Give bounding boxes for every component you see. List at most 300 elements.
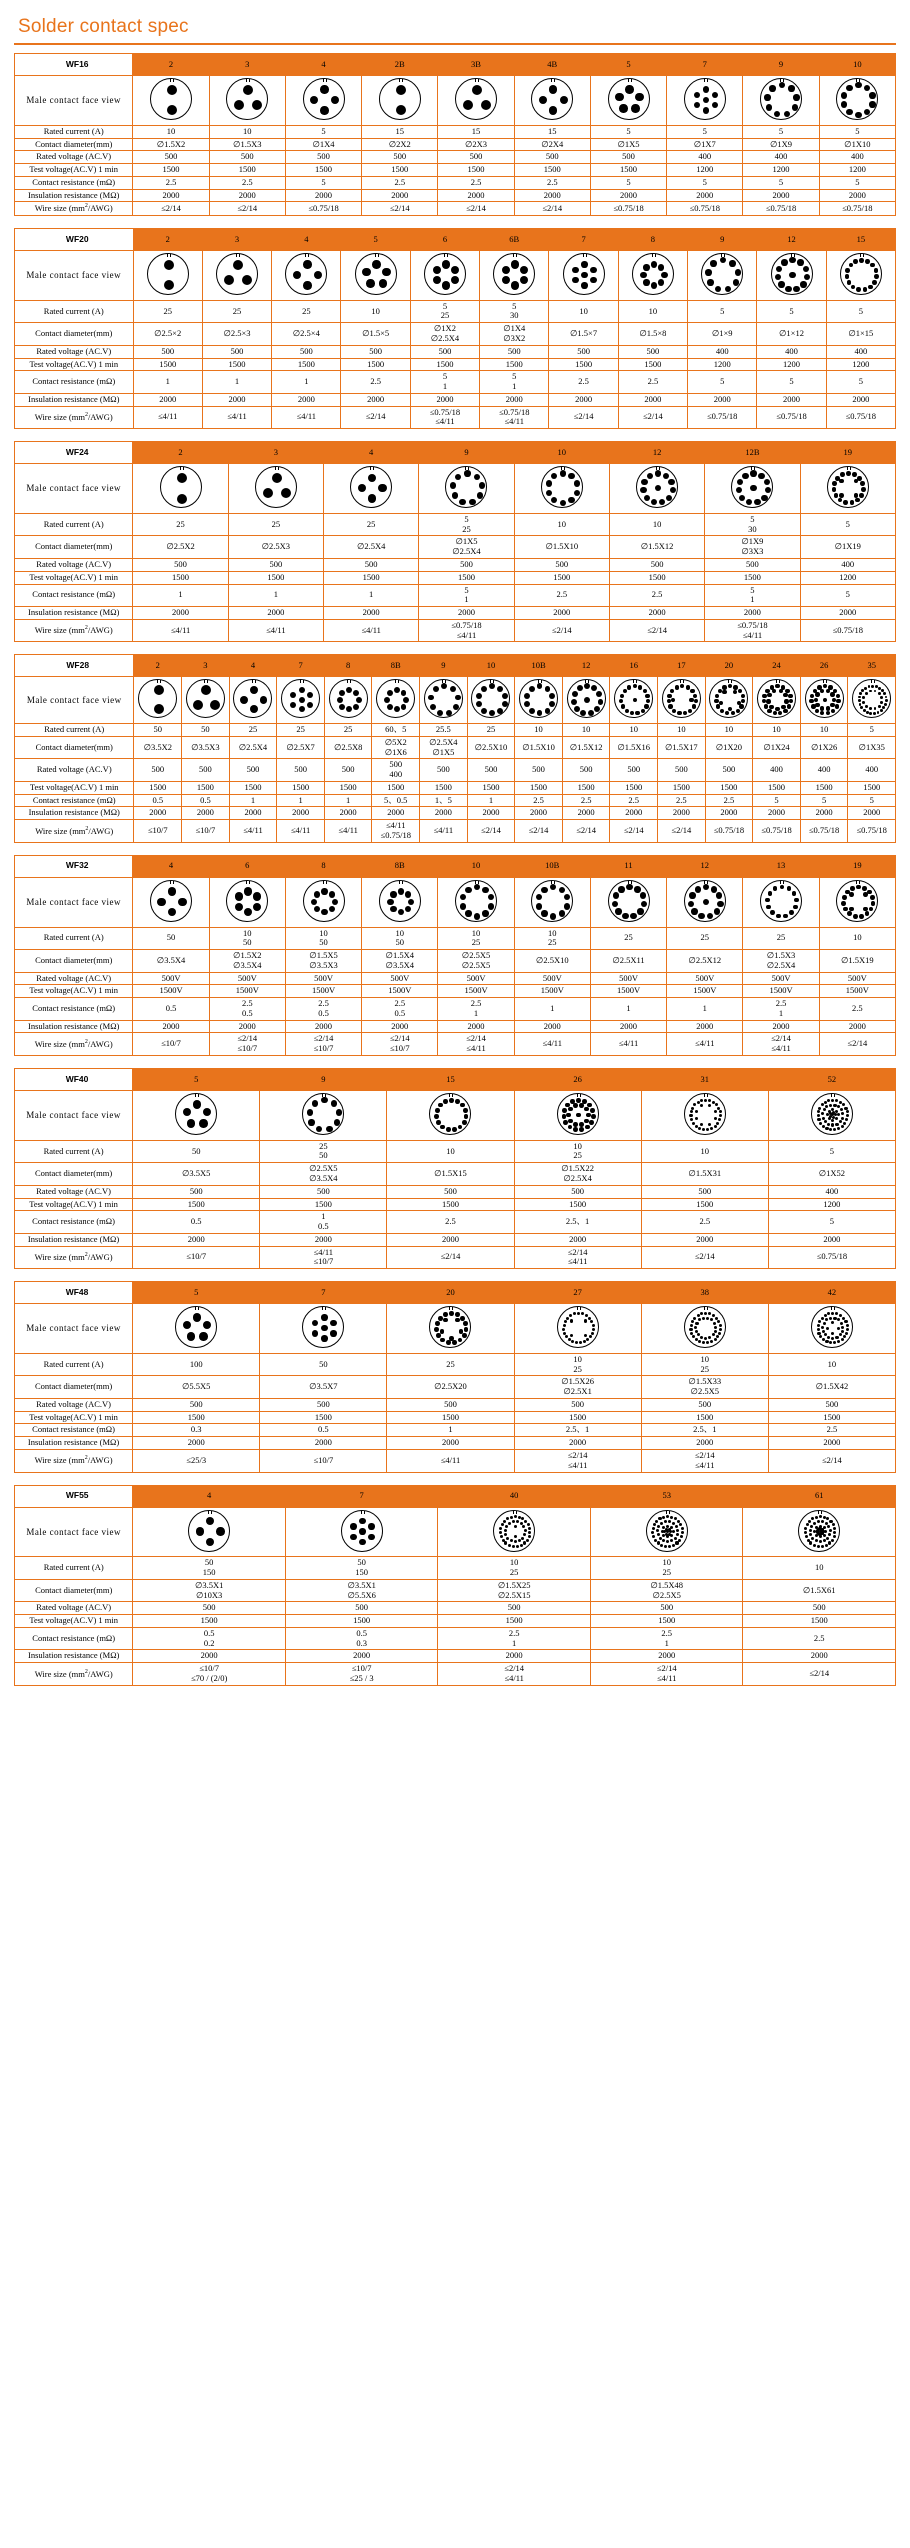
- keyway-notch: [246, 881, 250, 884]
- cell-rated-voltage: 500: [610, 759, 658, 782]
- contact-face-cell: [480, 250, 549, 300]
- cell-rated-voltage: 500: [209, 151, 285, 164]
- cell-contact-resistance: 0.5: [260, 1424, 387, 1437]
- contact-pin: [668, 479, 674, 485]
- cell-contact-resistance: 1: [202, 371, 271, 394]
- contact-pin: [527, 1523, 530, 1526]
- row-label-contact-diameter: Contact diameter(mm): [15, 536, 133, 559]
- contact-pin: [640, 892, 646, 898]
- contact-pin: [869, 101, 875, 107]
- cell-rated-current: 10 25: [514, 927, 590, 950]
- cell-test-voltage: 1200: [743, 164, 819, 177]
- cell-rated-current: 5: [819, 125, 895, 138]
- contact-pin: [433, 686, 439, 692]
- cell-rated-voltage: 500V: [285, 972, 361, 985]
- contact-pin: [870, 263, 875, 268]
- contact-pin: [851, 285, 856, 290]
- contact-pin: [880, 701, 883, 704]
- cell-rated-current: 10: [618, 300, 687, 323]
- contact-pin: [672, 709, 676, 713]
- cell-contact-resistance: 5: [667, 176, 743, 189]
- contact-pin: [702, 1128, 705, 1131]
- contact-pin: [434, 1327, 439, 1332]
- contact-pin: [464, 1327, 469, 1332]
- row-label-insulation-resistance: Insulation resistance (MΩ): [15, 807, 134, 820]
- cell-contact-resistance: 2.5 1: [743, 998, 819, 1021]
- contact-pin: [855, 112, 861, 118]
- contact-pin: [738, 689, 742, 693]
- variant-header: 15: [826, 228, 895, 250]
- cell-rated-current: 10: [743, 1557, 896, 1580]
- contact-pin: [829, 1128, 832, 1131]
- contact-pin: [242, 275, 252, 285]
- cell-rated-current: 10: [819, 927, 895, 950]
- row-label-contact-diameter: Contact diameter(mm): [15, 323, 134, 346]
- contact-pin: [630, 913, 636, 919]
- contact-pin: [859, 914, 864, 919]
- contact-pin: [864, 687, 867, 690]
- contact-pin: [336, 1109, 342, 1115]
- variant-header: 4: [133, 1485, 286, 1507]
- contact-pin: [849, 892, 854, 897]
- cell-wire-size: ≤0.75/18: [688, 406, 757, 429]
- contact-face-cell: [768, 1304, 895, 1354]
- contact-pin: [307, 702, 313, 708]
- contact-pin: [707, 279, 713, 285]
- table-row: [15, 877, 896, 927]
- cell-rated-current: 25: [202, 300, 271, 323]
- contact-pin: [657, 1541, 660, 1544]
- contact-pin: [564, 903, 570, 909]
- contact-pin: [710, 1318, 713, 1321]
- contact-pin: [793, 286, 799, 292]
- contact-pin: [396, 85, 406, 95]
- cell-insulation-resistance: 2000: [133, 1437, 260, 1450]
- contact-pin: [615, 908, 621, 914]
- contact-face-diagram: [493, 253, 535, 295]
- variant-header: 5: [590, 54, 666, 76]
- contact-pin: [488, 894, 494, 900]
- table-row: [15, 1353, 896, 1376]
- contact-pin: [320, 106, 328, 114]
- contact-pin: [850, 886, 855, 891]
- cell-rated-current: 5: [800, 513, 895, 536]
- cell-test-voltage: 1500: [438, 164, 514, 177]
- contact-pin: [708, 1312, 711, 1315]
- contact-pin: [528, 1535, 531, 1538]
- cell-insulation-resistance: 2000: [260, 1437, 387, 1450]
- contact-pin: [718, 1332, 721, 1335]
- variant-header: 11: [590, 855, 666, 877]
- cell-wire-size: ≤0.75/18 ≤4/11: [480, 406, 549, 429]
- contact-pin: [869, 907, 874, 912]
- cell-wire-size: ≤2/14: [610, 820, 658, 843]
- table-row: [15, 1233, 896, 1246]
- cell-contact-resistance: 5: [819, 176, 895, 189]
- contact-pin: [465, 887, 471, 893]
- cell-rated-voltage: 500: [228, 558, 323, 571]
- contact-pin: [813, 1522, 816, 1525]
- row-label-insulation-resistance: Insulation resistance (MΩ): [15, 1650, 133, 1663]
- keyway-notch: [780, 881, 784, 884]
- contact-pin: [769, 705, 773, 709]
- contact-face-cell: [618, 250, 687, 300]
- contact-pin: [844, 1320, 847, 1323]
- contact-pin: [827, 1312, 830, 1315]
- contact-face-diagram: [303, 880, 345, 922]
- cell-wire-size: ≤2/14 ≤4/11: [743, 1033, 819, 1056]
- cell-contact-resistance: 2.5 1: [438, 1627, 591, 1650]
- table-row: [15, 1437, 896, 1450]
- keyway-notch: [704, 881, 708, 884]
- contact-pin: [849, 907, 854, 912]
- contact-pin: [843, 500, 848, 505]
- cell-rated-voltage: 500: [641, 1185, 768, 1198]
- contact-face-diagram: [226, 880, 268, 922]
- contact-face-cell: [202, 250, 271, 300]
- cell-rated-current: 10 25: [438, 927, 514, 950]
- contact-pin: [574, 706, 580, 712]
- table-header-row: [15, 228, 896, 250]
- contact-pin: [705, 269, 711, 275]
- cell-rated-voltage: 500: [514, 151, 590, 164]
- contact-face-diagram: [150, 880, 192, 922]
- cell-wire-size: ≤4/11 ≤0.75/18: [372, 820, 420, 843]
- series-name: WF24: [15, 442, 133, 464]
- keyway-notch: [628, 79, 632, 82]
- keyway-notch: [751, 467, 755, 470]
- cell-contact-diameter: ∅2.5X11: [590, 950, 666, 973]
- keyway-notch: [652, 254, 656, 257]
- contact-pin: [321, 1325, 327, 1331]
- contact-pin: [846, 85, 852, 91]
- row-label-contact-resistance: Contact resistance (mΩ): [15, 176, 133, 189]
- cell-contact-diameter: ∅1.5X31: [641, 1163, 768, 1186]
- contact-pin: [331, 96, 339, 104]
- contact-pin: [869, 92, 875, 98]
- contact-pin: [825, 1340, 828, 1343]
- contact-pin: [875, 685, 878, 688]
- contact-pin: [694, 1326, 697, 1329]
- cell-test-voltage: 1500V: [514, 985, 590, 998]
- contact-pin: [817, 1114, 820, 1117]
- contact-pin: [739, 704, 743, 708]
- contact-pin: [827, 1099, 830, 1102]
- contact-face-diagram: [646, 1510, 688, 1552]
- contact-face-diagram: [541, 466, 583, 508]
- cell-contact-diameter: ∅1×12: [757, 323, 826, 346]
- contact-pin: [183, 1321, 191, 1329]
- contact-pin: [703, 107, 709, 113]
- cell-insulation-resistance: 2000: [768, 1233, 895, 1246]
- contact-pin: [874, 268, 879, 273]
- contact-pin: [523, 1533, 526, 1536]
- cell-contact-diameter: ∅5.5X5: [133, 1376, 260, 1399]
- cell-contact-resistance: 2.5 0.5: [285, 998, 361, 1021]
- table-row: [15, 464, 896, 514]
- table-row: [15, 794, 896, 807]
- contact-pin: [550, 913, 556, 919]
- keyway-notch: [823, 680, 827, 683]
- table-row: [15, 584, 896, 607]
- contact-pin: [676, 1533, 679, 1536]
- keyway-notch: [475, 881, 479, 884]
- table-row: [15, 927, 896, 950]
- contact-pin: [787, 704, 791, 708]
- contact-pin: [551, 497, 557, 503]
- contact-face-diagram: [455, 78, 497, 120]
- contact-pin: [817, 1545, 820, 1548]
- table-row: [15, 1507, 896, 1557]
- cell-test-voltage: 1500: [590, 164, 666, 177]
- cell-rated-current: 10: [209, 125, 285, 138]
- keyway-notch: [361, 1511, 365, 1514]
- cell-wire-size: ≤2/14: [658, 820, 706, 843]
- keyway-notch: [275, 467, 279, 470]
- contact-pin: [641, 901, 647, 907]
- contact-pin: [203, 1321, 211, 1329]
- contact-pin: [436, 1120, 441, 1125]
- cell-insulation-resistance: 2000: [609, 607, 704, 620]
- spec-tables-container: [14, 53, 896, 1686]
- cell-contact-resistance: 2.5 1: [438, 998, 514, 1021]
- contact-pin: [653, 1523, 656, 1526]
- cell-rated-voltage: 500: [658, 759, 706, 782]
- variant-header: 15: [387, 1068, 514, 1090]
- cell-wire-size: ≤10/7: [133, 1033, 209, 1056]
- cell-rated-current: 10 50: [362, 927, 438, 950]
- cell-contact-diameter: ∅1.5X12: [609, 536, 704, 559]
- keyway-notch: [791, 254, 795, 257]
- row-label-face-view: Male contact face view: [15, 877, 133, 927]
- contact-pin: [253, 892, 261, 900]
- contact-pin: [834, 493, 839, 498]
- cell-contact-resistance: 1: [133, 584, 228, 607]
- contact-face-diagram: [531, 78, 573, 120]
- contact-pin: [823, 684, 827, 688]
- cell-wire-size: ≤0.75/18 ≤4/11: [705, 619, 800, 642]
- contact-pin: [857, 476, 862, 481]
- contact-pin: [861, 487, 866, 492]
- contact-pin: [157, 898, 165, 906]
- contact-pin: [560, 500, 566, 506]
- contact-pin: [330, 1320, 336, 1326]
- contact-face-cell: [743, 76, 819, 126]
- contact-pin: [668, 1545, 671, 1548]
- cell-rated-voltage: 500V: [133, 972, 209, 985]
- contact-pin: [652, 1527, 655, 1530]
- row-label-wire-size: Wire size $(mm^2/AWG)$: [15, 1246, 133, 1269]
- cell-insulation-resistance: 2000: [372, 807, 420, 820]
- contact-pin: [831, 1099, 834, 1102]
- cell-wire-size: ≤0.75/18: [848, 820, 896, 843]
- cell-contact-diameter: ∅2.5×3: [202, 323, 271, 346]
- contact-pin: [765, 898, 770, 903]
- contact-face-diagram: [632, 253, 674, 295]
- contact-pin: [199, 1332, 207, 1340]
- contact-face-diagram: [233, 679, 272, 718]
- cell-contact-resistance: 2.5 1: [590, 1627, 743, 1650]
- cell-contact-resistance: 5: [800, 794, 848, 807]
- keyway-notch: [583, 254, 587, 257]
- cell-test-voltage: 1500: [641, 1198, 768, 1211]
- contact-pin: [828, 1533, 831, 1536]
- cell-contact-resistance: 2.5: [514, 584, 609, 607]
- variant-header: 16: [610, 655, 658, 677]
- table-row: [15, 759, 896, 782]
- variant-header: 35: [848, 655, 896, 677]
- contact-pin: [817, 1110, 820, 1113]
- contact-pin: [675, 1525, 678, 1528]
- contact-pin: [703, 86, 709, 92]
- contact-pin: [612, 901, 618, 907]
- contact-pin: [590, 277, 596, 283]
- variant-header: 19: [819, 855, 895, 877]
- contact-pin: [630, 711, 634, 715]
- keyway-notch: [170, 881, 174, 884]
- contact-pin: [451, 276, 459, 284]
- contact-pin: [822, 1530, 825, 1533]
- contact-face-diagram: [852, 679, 891, 718]
- variant-header: 9: [743, 54, 819, 76]
- contact-pin: [688, 901, 694, 907]
- cell-rated-current: 5: [743, 125, 819, 138]
- row-label-rated-voltage: Rated voltage (AC.V): [15, 972, 133, 985]
- variant-header: 12: [757, 228, 826, 250]
- table-row: [15, 513, 896, 536]
- cell-insulation-resistance: 2000: [133, 1233, 260, 1246]
- contact-pin: [187, 1119, 195, 1127]
- contact-face-diagram: [216, 253, 258, 295]
- contact-face-cell: [667, 877, 743, 927]
- cell-contact-diameter: ∅1.5X61: [743, 1579, 896, 1602]
- cell-test-voltage: 1500: [285, 164, 361, 177]
- cell-rated-voltage: 500: [705, 759, 753, 782]
- cell-test-voltage: 1500: [514, 1198, 641, 1211]
- contact-pin: [585, 1314, 588, 1317]
- contact-pin: [846, 471, 851, 476]
- contact-pin: [508, 1522, 511, 1525]
- cell-test-voltage: 1500: [387, 1411, 514, 1424]
- contact-pin: [559, 887, 565, 893]
- contact-pin: [455, 1099, 460, 1104]
- contact-pin: [314, 891, 320, 897]
- cell-rated-current: 50 150: [285, 1557, 438, 1580]
- contact-pin: [831, 1123, 834, 1126]
- contact-pin: [618, 886, 624, 892]
- contact-pin: [199, 1119, 207, 1127]
- cell-wire-size: ≤2/14 ≤4/11: [438, 1663, 591, 1686]
- cell-contact-resistance: 5: [800, 584, 895, 607]
- contact-pin: [742, 473, 748, 479]
- contact-pin: [358, 484, 366, 492]
- cell-insulation-resistance: 2000: [438, 189, 514, 202]
- table-row: [15, 1090, 896, 1140]
- contact-pin: [640, 487, 646, 493]
- cell-rated-current: 100: [133, 1353, 260, 1376]
- contact-pin: [588, 710, 594, 716]
- cell-rated-voltage: 500V: [514, 972, 590, 985]
- table-row: [15, 345, 896, 358]
- contact-face-diagram: [188, 1510, 230, 1552]
- cell-test-voltage: 1500: [658, 781, 706, 794]
- contact-pin: [326, 1126, 332, 1132]
- contact-pin: [463, 100, 473, 110]
- cell-rated-current: 25: [277, 724, 325, 737]
- contact-pin: [719, 1114, 722, 1117]
- contact-pin: [688, 709, 692, 713]
- contact-pin: [387, 690, 393, 696]
- row-label-rated-current: Rated current (A): [15, 513, 133, 536]
- cell-test-voltage: 1500: [618, 358, 687, 371]
- contact-pin: [841, 1330, 844, 1333]
- contact-pin: [511, 281, 519, 289]
- contact-pin: [825, 1105, 828, 1108]
- cell-rated-current: 5: [757, 300, 826, 323]
- cell-contact-resistance: 1: [324, 794, 372, 807]
- cell-insulation-resistance: 2000: [562, 807, 610, 820]
- cell-rated-current: 5: [285, 125, 361, 138]
- contact-pin: [450, 686, 456, 692]
- cell-insulation-resistance: 2000: [202, 393, 271, 406]
- row-label-rated-current: Rated current (A): [15, 125, 133, 138]
- cell-rated-current: 50: [182, 724, 230, 737]
- contact-pin: [314, 906, 320, 912]
- cell-insulation-resistance: 2000: [590, 189, 666, 202]
- cell-rated-voltage: 500: [324, 759, 372, 782]
- cell-rated-voltage: 500: [549, 345, 618, 358]
- cell-contact-diameter: ∅1X52: [768, 1163, 895, 1186]
- contact-pin: [662, 1516, 665, 1519]
- cell-contact-diameter: ∅1.5X12: [562, 736, 610, 759]
- contact-pin: [863, 287, 868, 292]
- contact-pin: [809, 1541, 812, 1544]
- contact-pin: [659, 499, 665, 505]
- contact-pin: [666, 1515, 669, 1518]
- table-row: [15, 406, 896, 429]
- table-row: [15, 781, 896, 794]
- contact-pin: [717, 1320, 720, 1323]
- contact-pin: [697, 1101, 700, 1104]
- contact-pin: [860, 481, 865, 486]
- keyway-notch: [475, 79, 479, 82]
- contact-face-diagram: [493, 1510, 535, 1552]
- row-label-contact-diameter: Contact diameter(mm): [15, 950, 133, 973]
- contact-pin: [514, 1515, 517, 1518]
- contact-face-diagram: [614, 679, 653, 718]
- contact-pin: [805, 1535, 808, 1538]
- cell-test-voltage: 1500: [848, 781, 896, 794]
- variant-header: 8B: [362, 855, 438, 877]
- cell-contact-resistance: 2.5 0.5: [209, 998, 285, 1021]
- contact-pin: [859, 692, 862, 695]
- contact-pin: [764, 94, 770, 100]
- contact-pin: [789, 699, 793, 703]
- variant-header: 12: [667, 855, 743, 877]
- contact-pin: [396, 105, 406, 115]
- cell-rated-voltage: 500: [133, 1185, 260, 1198]
- cell-test-voltage: 1200: [768, 1198, 895, 1211]
- contact-pin: [550, 884, 556, 890]
- contact-pin: [806, 1523, 809, 1526]
- contact-pin: [518, 1516, 521, 1519]
- contact-pin: [700, 1104, 703, 1107]
- contact-pin: [844, 1107, 847, 1110]
- row-label-test-voltage: Test voltage(AC.V) 1 min: [15, 781, 134, 794]
- contact-pin: [622, 913, 628, 919]
- contact-pin: [201, 685, 211, 695]
- contact-face-cell: [419, 464, 514, 514]
